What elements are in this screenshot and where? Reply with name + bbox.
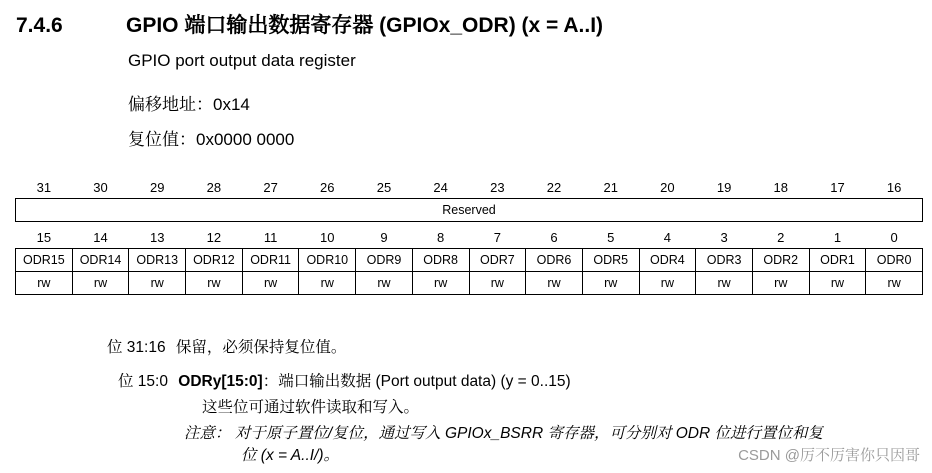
bit-number: 16 [886,179,902,195]
bit-number: 6 [550,229,558,245]
bit-number: 23 [490,179,505,195]
odr-field: ODR1 [809,249,866,272]
bits-31-16-label: 位 31:16 [107,339,166,356]
odr-field: ODR7 [469,249,526,272]
odr-field: ODR9 [356,249,413,272]
bit-number: 7 [493,229,501,245]
odr-field: ODR6 [526,249,583,272]
register-low-table [15,226,923,295]
bit-number: 20 [660,179,675,195]
access-type: rw [129,272,186,295]
bit-number: 28 [206,179,222,195]
bit-number: 11 [263,229,278,245]
reserved-field: Reserved [16,199,923,222]
bit-number: 22 [546,179,562,195]
bits-31-16-description [107,335,346,357]
odr-field: ODR11 [242,249,299,272]
access-type: rw [469,272,526,295]
access-type: rw [866,272,923,295]
odr-field: ODR14 [72,249,129,272]
reset-value: 复位值：0x0000 0000 [128,130,295,149]
bit-number: 13 [149,229,165,245]
bit-number: 24 [433,179,448,195]
bit-number: 31 [36,179,52,195]
bits-15-0-label: 位 15:0 [118,373,168,390]
bit-number: 9 [380,229,388,245]
access-type: rw [752,272,809,295]
bits-15-0-text: ：端口输出数据 (Port output data) (y = 0..15) [262,373,571,390]
access-type: rw [809,272,866,295]
reserved-row [16,199,923,222]
odr-field: ODR5 [582,249,639,272]
bit-number: 1 [833,229,842,245]
bit-number: 4 [663,229,672,245]
bit-number: 18 [773,179,789,195]
bits-15-0-detail: 这些位可通过软件读取和写入。 [202,399,420,416]
note-label: 注意： [184,425,231,442]
access-type: rw [639,272,696,295]
odr-field: ODR13 [129,249,186,272]
access-type: rw [412,272,469,295]
bits-15-0-field: ODRy[15:0] [178,373,263,390]
bit-number: 2 [777,229,785,245]
odr-field: ODR12 [186,249,243,272]
odr-field: ODR10 [299,249,356,272]
bit-number: 17 [830,179,845,195]
note-line-1 [184,421,823,443]
bit-number: 14 [93,229,108,245]
bit-number: 15 [36,229,52,245]
bit-number: 3 [720,229,728,245]
watermark: CSDN @厉不厉害你只因哥 [738,447,920,464]
bit-number: 30 [93,179,108,195]
access-type: rw [696,272,753,295]
bit-number: 0 [890,229,898,245]
bit-number: 8 [437,229,445,245]
bit-number: 21 [603,179,618,195]
section-title: GPIO 端口输出数据寄存器 (GPIOx_ODR) (x = A..I) [126,14,604,37]
high-bit-numbers [16,176,923,199]
odr-field-row [16,249,923,272]
bits-15-0-description [118,369,571,391]
bit-number: 26 [320,179,335,195]
access-type: rw [356,272,413,295]
note-line-2: 位 (x = A..I/)。 [241,447,340,464]
register-subtitle: GPIO port output data register [128,51,356,70]
odr-field: ODR8 [412,249,469,272]
access-type: rw [16,272,73,295]
odr-field: ODR3 [696,249,753,272]
bit-number: 19 [716,179,732,195]
odr-field: ODR2 [752,249,809,272]
bit-number: 12 [206,229,222,245]
odr-field: ODR0 [866,249,923,272]
access-row [16,272,923,295]
bit-number: 29 [149,179,165,195]
section-number: 7.4.6 [16,14,63,37]
bit-number: 10 [320,229,335,245]
bit-number: 27 [263,179,278,195]
bit-number: 5 [607,229,615,245]
access-type: rw [526,272,583,295]
access-type: rw [186,272,243,295]
note-text-1: 对于原子置位/复位，通过写入 GPIOx_BSRR 寄存器，可分别对 ODR 位进行置位和复 [234,425,823,442]
access-type: rw [242,272,299,295]
offset-address: 偏移地址：0x14 [128,95,250,114]
bits-31-16-text: 保留，必须保持复位值。 [175,339,347,356]
bit-number: 25 [376,179,392,195]
odr-field: ODR4 [639,249,696,272]
odr-field: ODR15 [16,249,73,272]
register-high-table [15,176,923,222]
section-heading [16,9,603,39]
low-bit-numbers [16,226,923,249]
access-type: rw [72,272,129,295]
access-type: rw [299,272,356,295]
access-type: rw [582,272,639,295]
